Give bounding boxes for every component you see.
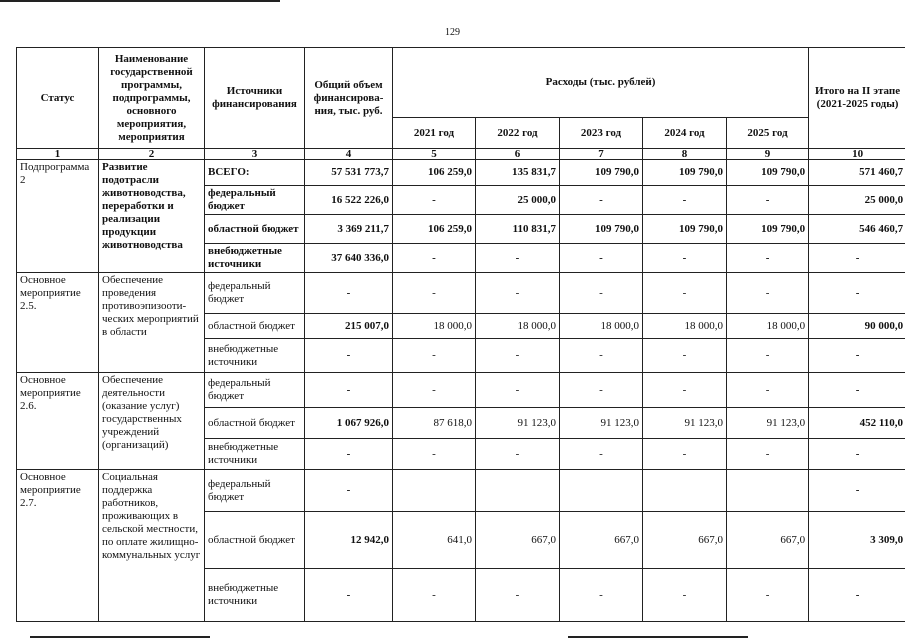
source-cell: федеральный бюджет [205, 373, 305, 408]
year-cell-2021: - [393, 186, 476, 215]
year-cell-2024: - [643, 439, 727, 470]
year-cell-2022: 110 831,7 [476, 215, 560, 244]
header-year-2021: 2021 год [393, 118, 476, 149]
year-cell-2021: - [393, 244, 476, 273]
year-cell-2024: 109 790,0 [643, 215, 727, 244]
source-cell: федеральный бюджет [205, 273, 305, 314]
total-cell: 1 067 926,0 [305, 408, 393, 439]
year-cell-2024: - [643, 186, 727, 215]
column-number: 10 [809, 149, 905, 160]
total-cell: 12 942,0 [305, 512, 393, 569]
column-number: 9 [727, 149, 809, 160]
stage-total-cell: - [809, 439, 905, 470]
year-cell-2025: 109 790,0 [727, 215, 809, 244]
header-sources: Источники финансирования [205, 48, 305, 149]
column-number: 2 [99, 149, 205, 160]
year-cell-2025: 109 790,0 [727, 160, 809, 186]
year-cell-2021: - [393, 373, 476, 408]
total-cell: - [305, 569, 393, 622]
name-cell: Обеспечение проведения противоэпизооти-ческих мероприятий в области [99, 273, 205, 373]
year-cell-2022: - [476, 273, 560, 314]
year-cell-2022: 135 831,7 [476, 160, 560, 186]
total-cell: 57 531 773,7 [305, 160, 393, 186]
total-cell: - [305, 273, 393, 314]
source-cell: областной бюджет [205, 512, 305, 569]
year-cell-2022 [476, 470, 560, 512]
year-cell-2021: - [393, 439, 476, 470]
source-cell: федеральный бюджет [205, 186, 305, 215]
year-cell-2025: - [727, 244, 809, 273]
source-cell: областной бюджет [205, 314, 305, 339]
year-cell-2025: 91 123,0 [727, 408, 809, 439]
year-cell-2023: 109 790,0 [560, 160, 643, 186]
year-cell-2024: - [643, 569, 727, 622]
table-row [17, 273, 905, 314]
year-cell-2025: - [727, 339, 809, 373]
source-cell: областной бюджет [205, 408, 305, 439]
table-row [17, 470, 905, 512]
year-cell-2022: 667,0 [476, 512, 560, 569]
name-cell: Развитие подотрасли животноводства, переработки и реализации продукции животноводства [99, 160, 205, 273]
name-cell: Обеспечение деятельности (оказание услуг) государственных учреждений (организаций) [99, 373, 205, 470]
total-cell: 16 522 226,0 [305, 186, 393, 215]
page-number: 129 [445, 27, 460, 38]
year-cell-2025: - [727, 186, 809, 215]
year-cell-2025: - [727, 569, 809, 622]
table-row [17, 160, 905, 186]
year-cell-2023: - [560, 339, 643, 373]
year-cell-2023: - [560, 373, 643, 408]
name-cell: Социальная поддержка работников, проживающих в сельской местности, по оплате жилищно-коммунальных услуг [99, 470, 205, 622]
stage-total-cell: 25 000,0 [809, 186, 905, 215]
source-cell: ВСЕГО: [205, 160, 305, 186]
source-cell: внебюджетные источники [205, 569, 305, 622]
year-cell-2025: 667,0 [727, 512, 809, 569]
column-number: 7 [560, 149, 643, 160]
column-number-row [17, 149, 905, 160]
year-cell-2022: - [476, 244, 560, 273]
year-cell-2021 [393, 470, 476, 512]
year-cell-2023: 109 790,0 [560, 215, 643, 244]
year-cell-2024: - [643, 339, 727, 373]
total-cell: - [305, 339, 393, 373]
year-cell-2023: 18 000,0 [560, 314, 643, 339]
stage-total-cell: - [809, 339, 905, 373]
status-cell: Подпрограмма 2 [17, 160, 99, 273]
year-cell-2024: 667,0 [643, 512, 727, 569]
year-cell-2024: 18 000,0 [643, 314, 727, 339]
year-cell-2025: - [727, 273, 809, 314]
stage-total-cell: - [809, 470, 905, 512]
column-number: 3 [205, 149, 305, 160]
header-stage-total: Итого на II этапе (2021-2025 годы) [809, 48, 905, 149]
stage-total-cell: 571 460,7 [809, 160, 905, 186]
column-number: 6 [476, 149, 560, 160]
stage-total-cell: 452 110,0 [809, 408, 905, 439]
year-cell-2025: - [727, 373, 809, 408]
column-number: 4 [305, 149, 393, 160]
table-body [17, 160, 905, 622]
status-cell: Основное мероприятие 2.6. [17, 373, 99, 470]
year-cell-2021: - [393, 339, 476, 373]
stage-total-cell: - [809, 273, 905, 314]
year-cell-2022: 18 000,0 [476, 314, 560, 339]
year-cell-2023: 91 123,0 [560, 408, 643, 439]
header-total: Общий объем финансирова-ния, тыс. руб. [305, 48, 393, 149]
year-cell-2023: 667,0 [560, 512, 643, 569]
year-cell-2022: - [476, 569, 560, 622]
year-cell-2021: - [393, 273, 476, 314]
year-cell-2022: - [476, 339, 560, 373]
year-cell-2021: 106 259,0 [393, 160, 476, 186]
year-cell-2021: 641,0 [393, 512, 476, 569]
header-year-2022: 2022 год [476, 118, 560, 149]
year-cell-2023: - [560, 439, 643, 470]
year-cell-2024: 91 123,0 [643, 408, 727, 439]
stage-total-cell: 546 460,7 [809, 215, 905, 244]
year-cell-2023: - [560, 244, 643, 273]
status-cell: Основное мероприятие 2.7. [17, 470, 99, 622]
total-cell: 3 369 211,7 [305, 215, 393, 244]
header-status: Статус [17, 48, 99, 149]
source-cell: областной бюджет [205, 215, 305, 244]
year-cell-2024: - [643, 244, 727, 273]
total-cell: 215 007,0 [305, 314, 393, 339]
column-number: 5 [393, 149, 476, 160]
year-cell-2025: 18 000,0 [727, 314, 809, 339]
year-cell-2025: - [727, 439, 809, 470]
year-cell-2021: - [393, 569, 476, 622]
source-cell: внебюджетные источники [205, 244, 305, 273]
year-cell-2023: - [560, 273, 643, 314]
top-rule-left [0, 0, 280, 2]
budget-table [16, 47, 905, 622]
column-number: 1 [17, 149, 99, 160]
total-cell: - [305, 470, 393, 512]
year-cell-2021: 87 618,0 [393, 408, 476, 439]
year-cell-2024 [643, 470, 727, 512]
year-cell-2022: - [476, 439, 560, 470]
column-number: 8 [643, 149, 727, 160]
bottom-rule-left [30, 636, 210, 638]
bottom-rule-right [568, 636, 748, 638]
stage-total-cell: - [809, 373, 905, 408]
header-year-2025: 2025 год [727, 118, 809, 149]
year-cell-2021: 18 000,0 [393, 314, 476, 339]
year-cell-2025 [727, 470, 809, 512]
stage-total-cell: - [809, 244, 905, 273]
year-cell-2023: - [560, 186, 643, 215]
year-cell-2022: 91 123,0 [476, 408, 560, 439]
stage-total-cell: 90 000,0 [809, 314, 905, 339]
year-cell-2021: 106 259,0 [393, 215, 476, 244]
table-row [17, 373, 905, 408]
header-year-2023: 2023 год [560, 118, 643, 149]
year-cell-2023 [560, 470, 643, 512]
source-cell: федеральный бюджет [205, 470, 305, 512]
year-cell-2022: - [476, 373, 560, 408]
source-cell: внебюджетные источники [205, 439, 305, 470]
stage-total-cell: 3 309,0 [809, 512, 905, 569]
table-header [17, 48, 905, 160]
total-cell: - [305, 439, 393, 470]
year-cell-2022: 25 000,0 [476, 186, 560, 215]
source-cell: внебюджетные источники [205, 339, 305, 373]
year-cell-2024: 109 790,0 [643, 160, 727, 186]
year-cell-2023: - [560, 569, 643, 622]
year-cell-2024: - [643, 373, 727, 408]
total-cell: - [305, 373, 393, 408]
header-name: Наименование государственной программы, подпрограммы, основного мероприятия, мероприятия [99, 48, 205, 149]
header-year-2024: 2024 год [643, 118, 727, 149]
status-cell: Основное мероприятие 2.5. [17, 273, 99, 373]
header-expenses: Расходы (тыс. рублей) [393, 48, 809, 118]
stage-total-cell: - [809, 569, 905, 622]
total-cell: 37 640 336,0 [305, 244, 393, 273]
year-cell-2024: - [643, 273, 727, 314]
